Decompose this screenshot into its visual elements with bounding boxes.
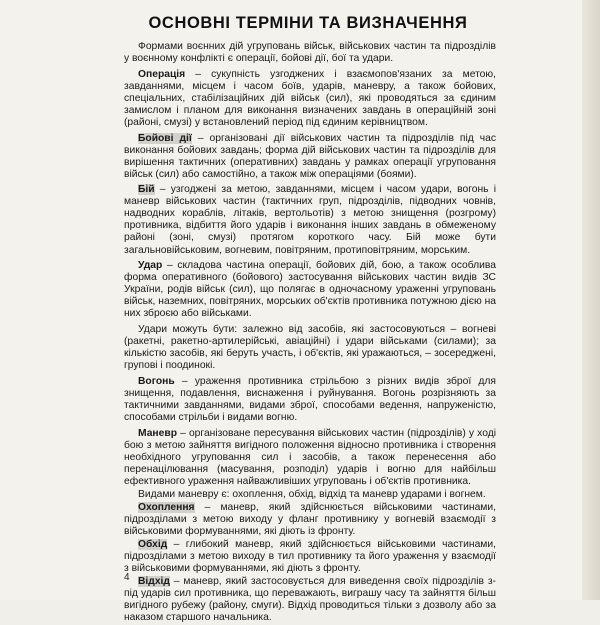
term-combat-actions: Бойові дії — [138, 132, 192, 144]
page-number: 4 — [124, 572, 130, 583]
definition-operation — [124, 69, 496, 129]
definition-maneuver — [124, 428, 496, 488]
maneuver-types-paragraph: Видами маневру є: охоплення, обхід, відхід та маневр ударами і вогнем. — [138, 488, 486, 500]
definition-strike — [124, 260, 496, 320]
definition-outflanking — [124, 539, 496, 575]
term-battle: Бій — [138, 184, 155, 196]
definition-combat-actions — [124, 133, 496, 181]
definition-fire-text: – ураження противника стрільбою з різних видів зброї для знищення, подавлення, виснаження і руйнування. Вогонь розрізняють за тактичними завданнями, видами зброї, способами ведення, напруженістю, способами стрільби і видами вогню. — [124, 375, 496, 423]
strike-types-paragraph: Удари можуть бути: залежно від засобів, які застосовуються – вогневі (ракетні, ракетно-артилерійські, авіаційні) і удари військами (силами); за кількістю засобів, які беруть участь, і об'єктів, які уражаються, – зосереджені, групові і поодинокі. — [124, 324, 496, 372]
definition-envelopment — [124, 502, 496, 538]
definition-fire — [124, 376, 496, 424]
page-edge — [582, 0, 600, 600]
terms-content — [124, 41, 496, 625]
definition-battle-text: – узгоджені за метою, завданнями, місцем і часом удари, вогонь і маневр військових частин (тактичних груп, підрозділів, підводних човнів, надводних кораблів, літаків, вертольотів) з метою знищення (розгрому) противника, відбиття його ударів і виконання інших завдань в обмеженому районі (зоні, смузі) протягом короткого часу. Бій може бути загальновійськовим, вогневим, повітряним, протиповітряним, морським. — [124, 184, 496, 256]
intro-paragraph: Формами воєнних дій угруповань військ, військових частин та підрозділів у воєнному конфлікті є операції, бойові дії, бої та удари. — [124, 41, 496, 65]
term-withdrawal: Відхід — [138, 576, 170, 588]
term-strike: Удар — [138, 260, 163, 272]
term-maneuver: Маневр — [138, 427, 177, 439]
term-operation: Операція — [138, 68, 186, 80]
term-outflanking: Обхід — [138, 538, 168, 550]
definition-combat-actions-text: – організовані дії військових частин та підрозділів під час виконання бойових завдань; форма дій військових частин та підрозділів для вирішення тактичних (оперативних) завдань у рамках операції угруповання військ (сил) або самостійно, а також між операціями (боями). — [124, 132, 497, 180]
definition-envelopment-text: – маневр, який здійснюється військовими частинами, підрозділами з метою виходу у фланг противнику у вогневій взаємодії з військовими формуваннями, які діють із фронту. — [124, 501, 496, 537]
term-fire: Вогонь — [138, 375, 175, 387]
definition-battle — [124, 184, 496, 256]
definition-outflanking-text: – глибокий маневр, який здійснюється військовими частинами, підрозділами з метою виходу в тил противнику та його ураження у взаємодії з військовими формуваннями, які діють з фронту. — [124, 538, 496, 575]
definition-withdrawal-text: – маневр, який застосовується для виведення своїх підрозділів з-під ударів сил противника, що переважають, виграшу часу та зайняття більш вигідного рубежу (району, смуги). Відхід проводиться тільки з дозволу або за наказом старшого начальника. — [124, 576, 496, 624]
definition-operation-text: – сукупність узгоджених і взаємопов'язаних за метою, завданнями, місцем і часом боїв, ударів, маневру, а також бойових, спеціальних, стабілізаційних дій військ (сил), які проводяться за єдиним замислом і планом для виконання визначених завдань в операційній зоні (районі, смузі) у встановлений період під єдиним керівництвом. — [124, 68, 496, 128]
definition-withdrawal — [124, 576, 496, 624]
page-title: ОСНОВНІ ТЕРМІНИ ТА ВИЗНАЧЕННЯ — [148, 14, 468, 32]
term-envelopment: Охоплення — [138, 501, 195, 513]
definition-strike-text: – складова частина операції, бойових дій, бою, а також особлива форма оперативного (бойового) застосування військових частин видів ЗС України, родів військ (сил), що полягає в одночасному ураженні угруповань військ, наземних, повітряних, морських об'єктів противника потужною дією на них зброєю або військами. — [124, 260, 496, 320]
definition-maneuver-text: – організоване пересування військових частин (підрозділів) у ході бою з метою зайняття вигідного положення відносно противника і створення необхідного угруповання сил і засобів, а також перенесення або перенацілювання (масування, розподіл) ударів і вогню для найбільш ефективного ураження найважливіших угруповань і об'єктів противника. — [124, 427, 496, 487]
